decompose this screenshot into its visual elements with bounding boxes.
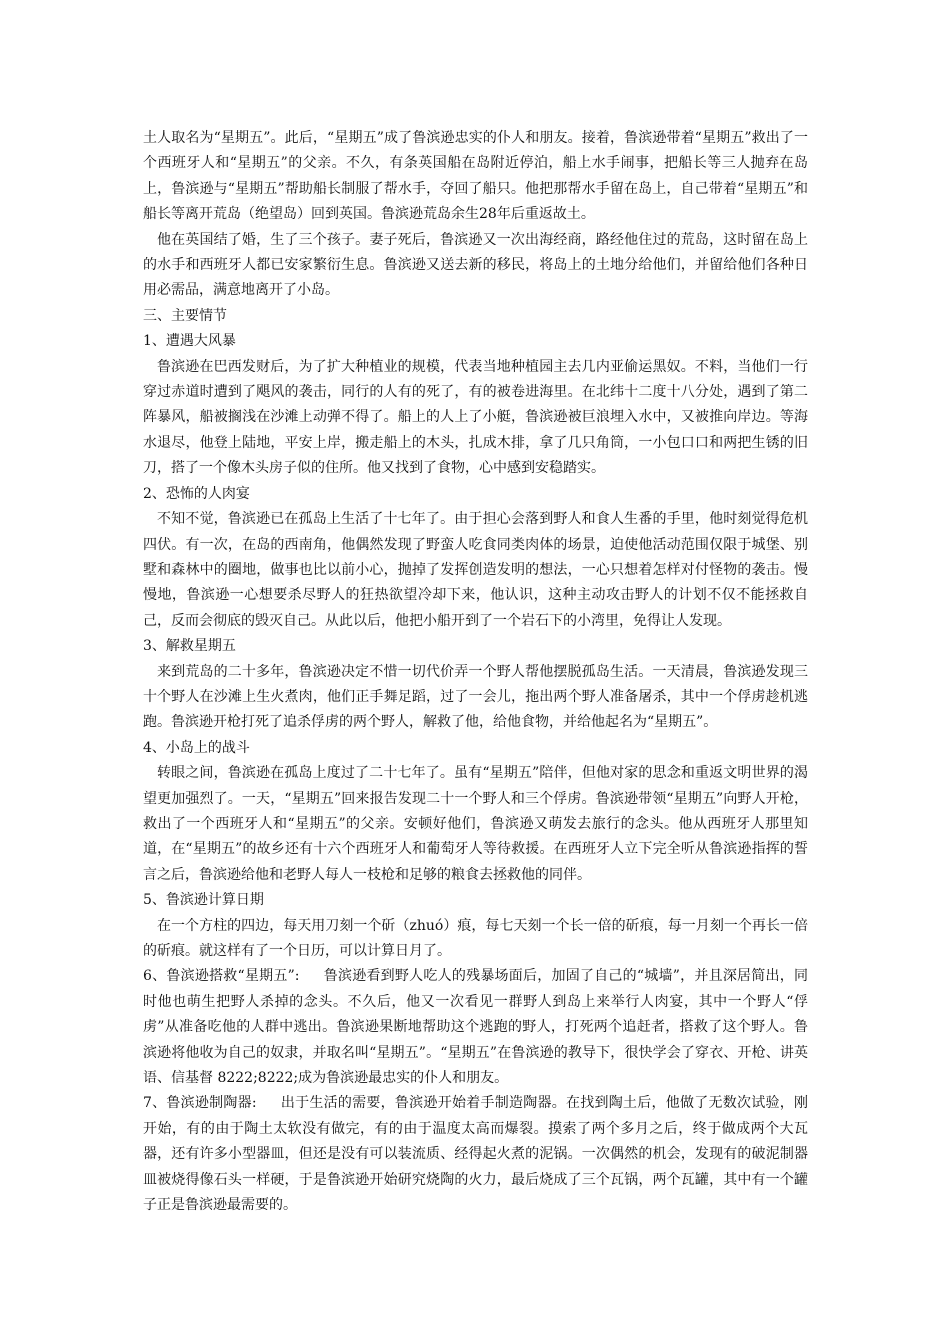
plot-heading-feast: 2、恐怖的人肉宴 xyxy=(143,485,250,502)
intro-paragraph: 土人取名为“星期五”。此后，“星期五”成了鲁滨逊忠实的仆人和朋友。接着，鲁滨逊带着“星期五”救出了一个西班牙人和“星期五”的父亲。不久，有条英国船在岛附近停泊，船上水手闹事，把船长等三人抛弃在岛上，鲁滨逊与“星期五”帮助船长制服了帮水手，夺回了船只。他把那帮水手留在岛上，自己带着“星期五”和船长等离开荒岛（绝望岛）回到英国。鲁滨逊荒岛余生28年后重返故土。 xyxy=(143,130,808,223)
plot-body-pottery: 出于生活的需要，鲁滨逊开始着手制造陶器。在找到陶土后，他做了无数次试验，刚开始，有的由于陶土太软没有做完，有的由于温度太高而爆裂。摸索了两个多月之后，终于做成两个大瓦器，还有许多小型器皿，但还是没有可以装流质、经得起火煮的泥锅。一次偶然的机会，发现有的破泥制器皿被烧得像石头一样硬，于是鲁滨逊开始研究烧陶的火力，最后烧成了三个瓦锅，两个瓦罐，其中有一个罐子正是鲁滨逊最需要的。 xyxy=(143,1095,809,1214)
plot-heading-pottery: 7、鲁滨逊制陶器: xyxy=(143,1095,257,1112)
document-page xyxy=(143,126,808,1218)
plot-heading-storm: 1、遭遇大风暴 xyxy=(143,333,236,350)
plot-heading-save-friday: 6、鲁滨逊搭救“星期五”: xyxy=(143,968,300,985)
plot-heading-battle: 4、小岛上的战斗 xyxy=(143,739,250,756)
plot-paragraph-save-friday xyxy=(143,964,808,1091)
plot-body-rescue-friday: 来到荒岛的二十多年，鲁滨逊决定不惜一切代价弄一个野人帮他摆脱孤岛生活。一天清晨，鲁滨逊发现三十个野人在沙滩上生火煮肉，他们正手舞足蹈，过了一会儿，拖出两个野人准备屠杀，其中一个俘虏趁机逃跑。鲁滨逊开枪打死了追杀俘虏的两个野人，解救了他，给他食物，并给他起名为“星期五”。 xyxy=(143,663,808,731)
plot-body-feast: 不知不觉，鲁滨逊已在孤岛上生活了十七年了。由于担心会落到野人和食人生番的手里，他时刻觉得危机四伏。有一次，在岛的西南角，他偶然发现了野蛮人吃食同类肉体的场景，迫使他活动范围仅限于城堡、别墅和森林中的圈地，做事也比以前小心，抛掉了发挥创造发明的想法，一心只想着怎样对付怪物的袭击。慢慢地，鲁滨逊一心想要杀尽野人的狂热欲望冷却下来，他认识，这种主动攻击野人的计划不仅不能拯救自己，反而会彻底的毁灭自己。从此以后，他把小船开到了一个岩石下的小湾里，免得让人发现。 xyxy=(143,511,808,629)
plot-body-save-friday: 鲁滨逊看到野人吃人的残暴场面后，加固了自己的“城墙”，并且深居简出，同时他也萌生把野人杀掉的念头。不久后，他又一次看见一群野人到岛上来举行人肉宴，其中一个野人“俘虏”从准备吃他的人群中逃出。鲁滨逊果断地帮助这个逃跑的野人，打死两个追赶者，搭救了这个野人。鲁滨逊将他收为自己的奴隶，并取名叫“星期五”。“星期五”在鲁滨逊的教导下，很快学会了穿衣、开枪、讲英语、信基督 8222;8222;成为鲁滨逊最忠实的仆人和朋友。 xyxy=(143,968,808,1087)
plot-body-calendar: 在一个方柱的四边，每天用刀刻一个斫（zhuó）痕，每七天刻一个长一倍的斫痕，每一月刻一个再长一倍的斫痕。就这样有了一个日历，可以计算日月了。 xyxy=(143,917,808,959)
plot-body-storm: 鲁滨逊在巴西发财后，为了扩大种植业的规模，代表当地种植园主去几内亚偷运黑奴。不料，当他们一行穿过赤道时遭到了飓风的袭击，同行的人有的死了，有的被卷进海里。在北纬十二度十八分处，遇到了第二阵暴风，船被搁浅在沙滩上动弹不得了。船上的人上了小艇，鲁滨逊被巨浪埋入水中，又被推向岸边。等海水退尽，他登上陆地，平安上岸，搬走船上的木头，扎成木排，拿了几只角筒，一小包口口和两把生锈的旧刀，搭了一个像木头房子似的住所。他又找到了食物，心中感到安稳踏实。 xyxy=(143,358,808,477)
plot-paragraph-pottery xyxy=(143,1091,808,1218)
plot-heading-calendar: 5、鲁滨逊计算日期 xyxy=(143,892,264,909)
marriage-paragraph: 他在英国结了婚，生了三个孩子。妻子死后，鲁滨逊又一次出海经商，路经他住过的荒岛，这时留在岛上的水手和西班牙人都已安家繁衍生息。鲁滨逊又送去新的移民，将岛上的土地分给他们，并留给他们各种日用必需品，满意地离开了小岛。 xyxy=(143,231,808,299)
plot-heading-rescue-friday: 3、解救星期五 xyxy=(143,638,236,655)
plot-body-battle: 转眼之间，鲁滨逊在孤岛上度过了二十七年了。虽有“星期五”陪伴，但他对家的思念和重返文明世界的渴望更加强烈了。一天，“星期五”回来报告发现二十一个野人和三个俘虏。鲁滨逊带领“星期五”向野人开枪，救出了一个西班牙人和“星期五”的父亲。安顿好他们，鲁滨逊又萌发去旅行的念头。他从西班牙人那里知道，在“星期五”的故乡还有十六个西班牙人和葡萄牙人等待救援。在西班牙人立下完全听从鲁滨逊指挥的誓言之后，鲁滨逊给他和老野人每人一枝枪和足够的粮食去拯救他的同伴。 xyxy=(143,765,808,883)
section-title: 三、主要情节 xyxy=(143,307,227,324)
